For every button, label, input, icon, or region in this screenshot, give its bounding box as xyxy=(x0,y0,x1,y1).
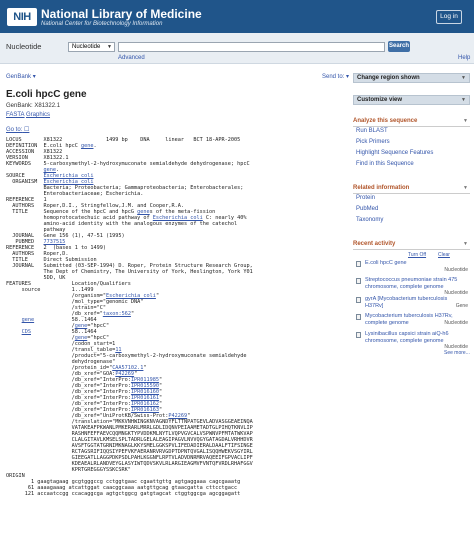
recent-item-label[interactable]: Streptococcus pneumoniae strain 475 chromosome, complete genome xyxy=(365,277,458,290)
recent-item-db: Nucleotide xyxy=(444,267,468,273)
customize-view-toggle[interactable] xyxy=(353,95,470,105)
recent-item[interactable] xyxy=(356,331,470,351)
turn-off-link[interactable]: Turn Off xyxy=(408,252,427,258)
record-line: /db_xref="InterPro:IPR011985" xyxy=(6,377,163,383)
record-line: homoprotocatechuic acid pathway of Escherichia coli C: nearly 40% xyxy=(6,215,247,221)
pick-primers-link[interactable]: Pick Primers xyxy=(356,139,390,145)
record-line: VATAKEAFPKWANLPMKERARLMRRLGDLIDQNVPEIAAMETADTGLPIHQTKNVLIP xyxy=(6,425,253,431)
goto-link[interactable] xyxy=(6,126,29,133)
chevron-down-icon: ▾ xyxy=(32,74,36,80)
fasta-link[interactable]: FASTA xyxy=(6,112,25,118)
triangle-down-icon: ▼ xyxy=(461,75,466,81)
record-line: GIEEGATLLAGGPDKPSDLPAHLKGGNFLRPTVLADVDNRMRVAQEEIFGPVACLIPF xyxy=(6,455,253,461)
related-pubmed-link[interactable]: PubMed xyxy=(356,206,379,212)
advanced-search-link[interactable]: Advanced xyxy=(118,55,145,61)
customize-view-label: Customize view xyxy=(357,97,403,103)
record-line: AUTHORS Roper,D. xyxy=(6,251,69,257)
record-line: SOURCE Escherichia coli xyxy=(6,173,94,179)
triangle-down-icon: ▼ xyxy=(463,241,468,247)
record-line: pathway xyxy=(6,227,66,233)
record-line: /protein_id="CAA57102.1" xyxy=(6,365,147,371)
record-line: /organism="Escherichia coli" xyxy=(6,293,160,299)
record-line: CLALGITAVLKMSELSPLTADRLGELALEAGIPAGVLNVVQGYGATAGDALVRHHDVR xyxy=(6,437,253,443)
recent-activity-title[interactable] xyxy=(353,241,470,250)
graphics-link[interactable]: Graphics xyxy=(26,112,51,118)
triangle-down-icon: ▼ xyxy=(463,118,468,124)
send-to-label: Send to: xyxy=(322,74,345,80)
record-line: /db_xref="InterPro:IPR016161" xyxy=(6,395,163,401)
record-line: /gene="hpcC" xyxy=(6,323,110,329)
help-link[interactable]: Help xyxy=(458,55,471,61)
record-line: amino-acid identity with the analogous enzymes of the catechol xyxy=(6,221,238,227)
record-line: 5DD, UK xyxy=(6,275,66,281)
analyze-section-title[interactable] xyxy=(353,118,470,127)
record-line: FEATURES Location/Qualifiers xyxy=(6,281,131,287)
recent-item-label[interactable]: Lysinibacillus capsici strain aiQ-h6 chromosome, complete genome xyxy=(365,331,449,344)
recent-item[interactable] xyxy=(356,260,470,274)
nih-logo[interactable]: NIH xyxy=(7,8,37,26)
search-button[interactable]: Search xyxy=(388,41,410,52)
recent-item-label[interactable]: gyrA [Mycobacterium tuberculosis H37Rv] xyxy=(365,296,448,309)
format-genbank-link[interactable] xyxy=(6,73,36,80)
record-line: AUTHORS Roper,D.I., Stringfellow,J.M. and Cooper,R.A. xyxy=(6,203,185,209)
record-line: AVSFTGGTATGRNIMKNAGLKKYSMELGGKSPVLIFEDADIERALDAALFTIFSINGE xyxy=(6,443,253,449)
header-bar xyxy=(0,0,474,33)
record-line: /transl_table=11 xyxy=(6,347,122,353)
genbank-record xyxy=(6,137,346,497)
recent-item[interactable] xyxy=(356,277,470,297)
record-line: gene 58..1464 xyxy=(21,317,97,323)
database-select[interactable] xyxy=(68,42,115,52)
search-bar xyxy=(0,33,474,64)
related-section-title[interactable] xyxy=(353,185,470,194)
search-input[interactable] xyxy=(118,42,385,52)
triangle-down-icon: ▼ xyxy=(463,185,468,191)
recent-item-label[interactable]: E.coli hpcC gene xyxy=(365,260,407,266)
record-line: The Dept of Chemistry, The University of York, Heslington, York Y01 xyxy=(6,269,253,275)
database-title: Nucleotide xyxy=(6,42,42,51)
document-icon xyxy=(356,332,361,338)
record-line: /db_xref="InterPro:IPR016163" xyxy=(6,407,163,413)
record-line: LOCUS X81322 1499 bp DNA linear BCT 18-APR-2005 xyxy=(6,137,241,143)
document-icon xyxy=(356,314,361,320)
document-icon xyxy=(356,278,361,284)
clear-link[interactable]: Clear xyxy=(438,252,450,258)
record-line: RCTAGSRIFIQQSIYPEFVKFAERANRVRVGDPTDPNTQVGALISQQHWEKVSGYIRL xyxy=(6,449,253,455)
record-line: /db_xref="taxon:562" xyxy=(6,311,135,317)
document-icon xyxy=(356,297,361,303)
analyze-title-label: Analyze this sequence xyxy=(353,118,418,124)
record-line: JOURNAL Gene 156 (1), 47-51 (1995) xyxy=(6,233,125,239)
page-title: E.coli hpcC gene xyxy=(6,89,87,100)
chevron-down-icon: ▼ xyxy=(107,44,112,50)
recent-item-db: Nucleotide xyxy=(444,320,468,326)
format-genbank-label: GenBank xyxy=(6,74,32,80)
change-region-toggle[interactable] xyxy=(353,73,470,83)
goto-label: Go to: xyxy=(6,127,23,133)
site-title[interactable]: National Library of Medicine xyxy=(41,7,202,21)
record-line: ACCESSION X81322 xyxy=(6,149,63,155)
record-line: /mol_type="genomic DNA" xyxy=(6,299,144,305)
record-line: VERSION X81322.1 xyxy=(6,155,69,161)
find-in-sequence-link[interactable]: Find in this Sequence xyxy=(356,161,414,167)
database-select-value: Nucleotide xyxy=(72,44,101,50)
recent-item-db: Gene xyxy=(455,303,468,309)
record-line: JOURNAL Submitted (03-SEP-1994) D. Roper, Protein Structure Research Group, xyxy=(6,263,253,269)
record-line: /db_xref="InterPro:IPR016160" xyxy=(6,389,163,395)
record-line: /codon_start=1 xyxy=(6,341,116,347)
send-to-link[interactable] xyxy=(322,73,349,80)
recent-item[interactable] xyxy=(356,296,470,310)
recent-item[interactable] xyxy=(356,313,470,333)
accession-subtitle: GenBank: X81322.1 xyxy=(6,103,61,109)
record-line: PUBMED 7737515 xyxy=(6,239,66,245)
chevron-down-icon: ☐ xyxy=(24,127,30,133)
triangle-down-icon: ▼ xyxy=(461,97,466,103)
record-line: /db_xref="InterPro:IPR015590" xyxy=(6,383,163,389)
record-line: ORGANISM Escherichia coli xyxy=(6,179,94,185)
chevron-down-icon: ▾ xyxy=(346,74,350,80)
record-line: TITLE Sequence of the hpcC and hpcG genes of the meta-fission xyxy=(6,209,216,215)
record-line: 1 gaagtagaag gcgtgggccg cctggtgaac cgaattgttg agtgaggaaa cagcgaaatg xyxy=(6,479,241,485)
record-line: TITLE Direct Submission xyxy=(6,257,97,263)
record-line: /translation="MKKVNHWINGKNVAGNDYFLTTNPATGEVLADVASGGEAEINQA xyxy=(6,419,253,425)
record-line: /product="5-carboxymethyl-2-hydroxymuconate semialdehyde xyxy=(6,353,247,359)
see-more-link[interactable]: See more... xyxy=(444,350,470,356)
record-line: REFERENCE 1 xyxy=(6,197,47,203)
record-line: DEFINITION E.coli hpcC gene. xyxy=(6,143,97,149)
record-line: CDS 58..1464 xyxy=(21,329,97,335)
record-line: RASHNFEFFAEVCQQMNGKTYPVDDKMLNYTLVQPVGVCALVSPWNVPFMTATWKVAP xyxy=(6,431,253,437)
recent-item-label[interactable]: Mycobacterium tuberculosis H37Rv, complete genome xyxy=(365,313,453,326)
record-line: KDEAEALRLANDVEYGLASYIWTQDVSKVLRLARGIEAGMVFVNTQFVRDLRHAFGGV xyxy=(6,461,253,467)
run-blast-link[interactable]: Run BLAST xyxy=(356,128,388,134)
record-line: REFERENCE 2 (bases 1 to 1499) xyxy=(6,245,106,251)
record-line: /gene="hpcC" xyxy=(6,335,110,341)
site-subtitle: National Center for Biotechnology Information xyxy=(41,21,163,27)
recent-item-db: Nucleotide xyxy=(444,344,468,350)
related-protein-link[interactable]: Protein xyxy=(356,195,376,201)
record-line: /db_xref="GOA:P42269" xyxy=(6,371,138,377)
document-icon xyxy=(356,261,361,267)
record-line: /db_xref="InterPro:IPR016162" xyxy=(6,401,163,407)
login-button[interactable]: Log in xyxy=(436,10,462,24)
related-title-label: Related information xyxy=(353,185,410,191)
record-line: 61 aaaagaaag atcattggat caacggcaaa aatgttgcag gtaacgatta cttcctgacc xyxy=(6,485,238,491)
record-line: 121 accaatccgg ccacaggcga agtgctggcg gatgtagcat ctggtggcga agcggagatt xyxy=(6,491,241,497)
highlight-features-link[interactable]: Highlight Sequence Features xyxy=(356,150,434,156)
record-line: gene. xyxy=(43,167,60,173)
record-line: /strain="C" xyxy=(6,305,106,311)
recent-item-db: Nucleotide xyxy=(444,290,468,296)
record-line: Enterobacteriaceae; Escherichia. xyxy=(6,191,144,197)
change-region-label: Change region shown xyxy=(357,75,420,81)
related-taxonomy-link[interactable]: Taxonomy xyxy=(356,217,384,223)
record-line: ORIGIN xyxy=(6,473,25,479)
record-line: source 1..1499 xyxy=(6,287,94,293)
record-line: dehydrogenase" xyxy=(6,359,116,365)
record-line: KEYWORDS 5-carboxymethyl-2-hydroxymuconate semialdehyde dehydrogenase; hpcC xyxy=(6,161,250,167)
record-line: KPRTGREGGGYSSKCSRK" xyxy=(6,467,131,473)
record-line: /db_xref="UniProtKB/Swiss-Prot:P42269" xyxy=(6,413,191,419)
recent-title-label: Recent activity xyxy=(353,241,396,247)
record-line: Bacteria; Proteobacteria; Gammaproteobacteria; Enterobacterales; xyxy=(6,185,244,191)
